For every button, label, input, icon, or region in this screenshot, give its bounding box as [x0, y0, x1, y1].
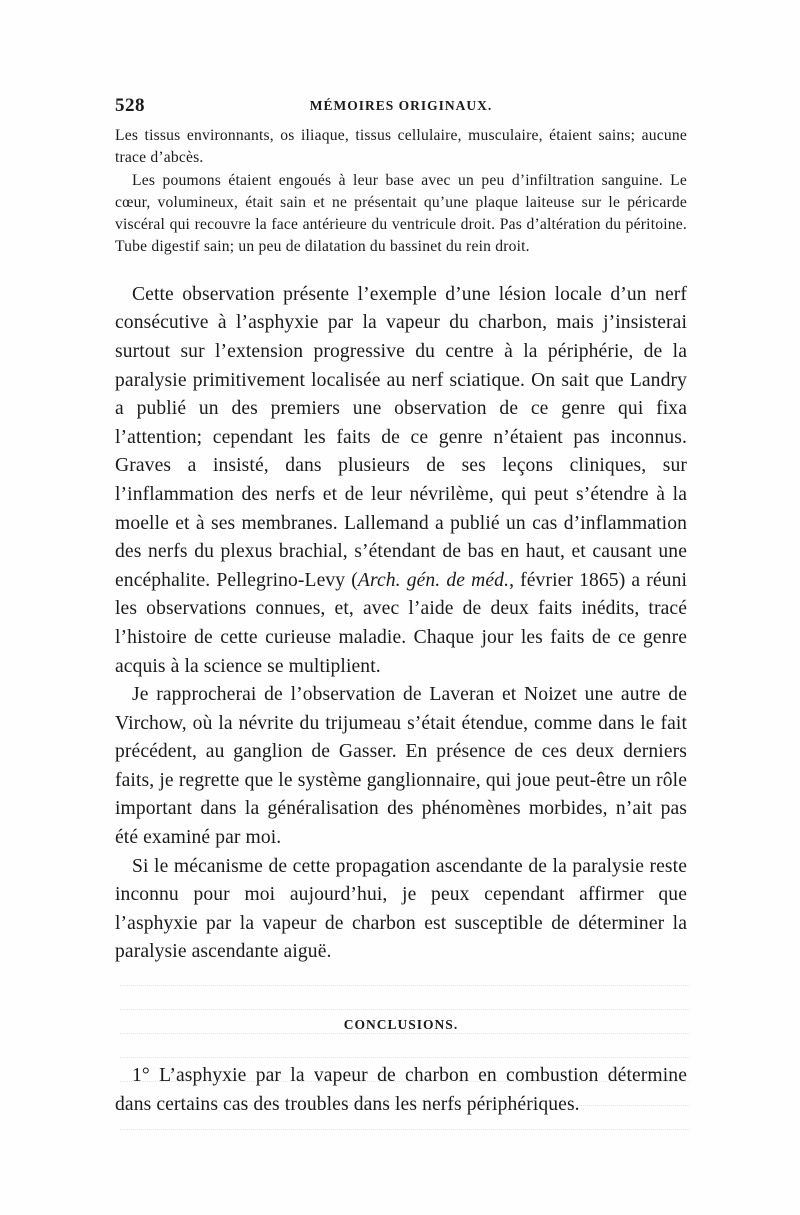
running-title: MÉMOIRES ORIGINAUX.	[309, 98, 493, 113]
conclusion-number: 1°	[132, 1065, 150, 1087]
paragraph-observation-text-a: Cette observation présente l’exemple d’une lésion locale d’un nerf consécutive à l’asphyxie par la vapeur du charbon, mais j’insisterai surtout sur l’extension progressive du centre à la périphérie, de la paralysie primitivement localisée au nerf sciatique. On sait que Landry a publié un des premiers une observation de ce genre qui fixa l’attention; cependant les faits de ce genre n’étaient pas inconnus. Graves a insisté, dans plusieurs de ses leçons cliniques, sur l’inflammation des nerfs et de leur névrilème, qui peut s’étendre à la moelle et à ses membranes. Lallemand a publié un cas d’inflammation des nerfs du plexus brachial, s’étendant de bas en haut, et causant une encéphalite. Pellegrino-Levy (	[115, 283, 687, 591]
paragraph-mechanism: Si le mécanisme de cette propagation ascendante de la paralysie reste inconnu pour moi aujourd’hui, je peux cependant affirmer que l’asphyxie par la vapeur de charbon est susceptible de déterminer la paralysie ascendante aiguë.	[115, 855, 687, 963]
paragraph-lungs-heart: Les poumons étaient engoués à leur base avec un peu d’infiltration sanguine. Le cœur, volumineux, était sain et ne présentait qu’une plaque laiteuse sur le péricarde viscéral qui recouvre la face antérieure du ventricule droit. Pas d’altération du péritoine. Tube digestif sain; un peu de dilatation du bassinet du rein droit.	[115, 171, 687, 256]
citation-journal: Arch. gén. de méd.	[357, 569, 510, 591]
paragraph-virchow: Je rapprocherai de l’observation de Laveran et Noizet une autre de Virchow, où la névrite du trijumeau s’était étendue, comme dans le fait précédent, au ganglion de Gasser. En présence de ces deux derniers faits, je regrette que le système ganglionnaire, qui joue peut-être un rôle important dans la généralisation des phénomènes morbides, n’ait pas été examiné par moi.	[115, 684, 687, 849]
conclusion-text: L’asphyxie par la vapeur de charbon en combustion détermine dans certains cas des troubles dans les nerfs périphériques.	[115, 1065, 687, 1115]
page-header	[115, 95, 687, 117]
paragraph-tissues: Les tissus environnants, os iliaque, tissus cellulaire, musculaire, étaient sains; aucune trace d’abcès.	[115, 127, 687, 167]
conclusion-item-1	[115, 1062, 687, 1119]
paragraph-observation-text-b: , février 1865) a réuni les observations connues, et, avec l’aide de deux faits inédits, tracé l’histoire de cette curieuse maladie. Chaque jour les faits de ce genre acquis à la science se multiplient.	[115, 569, 688, 677]
book-page	[115, 95, 687, 1119]
conclusions-heading: CONCLUSIONS.	[343, 1017, 459, 1033]
page-number: 528	[115, 95, 145, 116]
paragraph-observation	[115, 281, 687, 681]
